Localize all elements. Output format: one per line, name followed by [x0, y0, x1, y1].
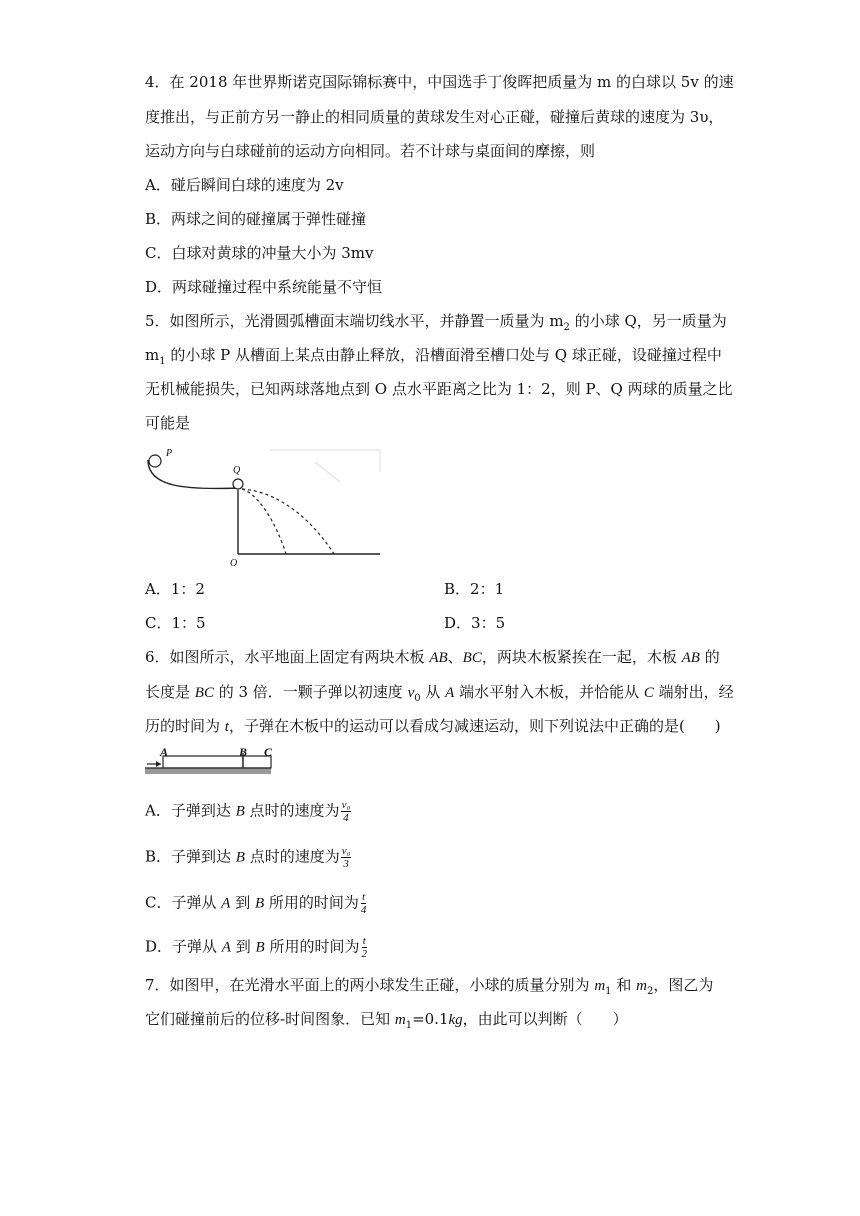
- q6-opt-text: 所用的时间为: [264, 893, 359, 912]
- fraction-denominator: 4: [343, 812, 349, 824]
- q7-text: 它们碰撞前后的位移-时间图象．已知: [145, 1010, 395, 1028]
- q4-option-d: D．两球碰撞过程中系统能量不守恒: [145, 278, 383, 296]
- q6-opt-text: 点时的速度为: [244, 801, 340, 820]
- fraction-denominator: 3: [343, 858, 349, 870]
- bullet-arrowhead: [156, 761, 161, 767]
- q6-var: BC: [462, 650, 482, 666]
- fraction-numerator: t: [362, 935, 366, 947]
- q5-sub: 2: [563, 322, 570, 333]
- q6-option-b-fraction: [341, 845, 352, 870]
- q6-option-a-fraction: [341, 799, 352, 824]
- q6-text: 6．如图所示，水平地面上固定有两块木板: [145, 648, 430, 666]
- q6-text: 历的时间为: [145, 717, 225, 735]
- q6-var: C: [643, 685, 654, 701]
- q5-option-b: B．2：1: [444, 580, 505, 598]
- q6-figure-wood-boards: [143, 744, 273, 776]
- q7-text: 7．如图甲，在光滑水平面上的两小球发生正碰，小球的质量分别为: [145, 976, 595, 994]
- q7-unit: kg: [448, 1012, 463, 1028]
- fraction-numerator: v₀: [341, 845, 351, 857]
- q6-option-c: [145, 891, 725, 916]
- q4-stem-line-2: 度推出，与正前方另一静止的相同质量的黄球发生对心正碰，碰撞后黄球的速度为 3υ，: [145, 108, 724, 126]
- q6-stem-line-1: [145, 647, 725, 668]
- fraction-denominator: 2: [361, 948, 367, 960]
- q6-var: AB: [681, 650, 700, 666]
- q6-opt-text: A．子弹到达: [145, 801, 236, 820]
- q6-opt-text: B．子弹到达: [145, 847, 236, 866]
- q6-opt-var: B: [254, 895, 265, 912]
- q5-option-a: A．1：2: [145, 580, 205, 598]
- q7-text: ，由此可以判断（ ）: [462, 1010, 628, 1028]
- q6-opt-text: 点时的速度为: [244, 847, 340, 866]
- fraction-denominator: 4: [360, 904, 367, 916]
- q6-option-c-fraction: [360, 891, 368, 916]
- q6-text: 长度是: [145, 683, 195, 701]
- q5-sub: 1: [159, 356, 166, 367]
- q7-text: ，图乙为: [653, 976, 714, 994]
- q6-opt-text: 到: [230, 937, 256, 956]
- q6-var: v: [407, 685, 415, 701]
- arc-trough-surface: [148, 460, 238, 488]
- q6-option-d-fraction: [360, 935, 368, 960]
- q5-text: m: [145, 346, 160, 364]
- q5-text: 的小球 Q，另一质量为: [569, 312, 727, 330]
- q7-sub: 1: [605, 986, 612, 997]
- q7-var: m: [636, 978, 647, 994]
- q6-opt-text: 所用的时间为: [264, 937, 360, 956]
- q6-opt-var: B: [235, 849, 245, 866]
- q6-text: 从: [420, 683, 446, 701]
- q6-text: 、: [447, 648, 463, 666]
- trajectory-q: [242, 489, 334, 554]
- q7-text: =0.1: [412, 1010, 449, 1028]
- faint-scan-marks: [270, 450, 380, 482]
- ball-q: [233, 479, 243, 489]
- q6-text: ，两块木板紧挨在一起，木板: [481, 648, 682, 666]
- q4-option-b: B．两球之间的碰撞属于弹性碰撞: [145, 210, 367, 228]
- q4-option-a: A．碰后瞬间白球的速度为 2v: [145, 176, 344, 194]
- label-b: B: [239, 745, 248, 759]
- label-c: C: [264, 745, 273, 759]
- q6-option-b: [145, 845, 725, 870]
- q5-text: 5．如图所示，光滑圆弧槽面末端切线水平，并静置一质量为 m: [145, 312, 564, 330]
- q6-opt-var: A: [221, 895, 231, 912]
- q6-text: 端水平射入木板，并恰能从: [454, 683, 644, 701]
- q6-var: BC: [194, 685, 214, 701]
- q7-sub: 1: [405, 1020, 413, 1031]
- q6-opt-text: D．子弹从: [145, 937, 222, 956]
- q5-stem-line-4: 可能是: [145, 414, 191, 432]
- q6-opt-text: 到: [230, 893, 255, 912]
- q5-figure-arc-trough: [140, 442, 390, 572]
- q7-var: m: [594, 978, 606, 994]
- fraction-numerator: v₀: [341, 799, 351, 811]
- q6-text: 的: [699, 648, 720, 666]
- q6-text: 端射出，经: [653, 683, 734, 701]
- q5-text: 的小球 P 从槽面上某点由静止释放，沿槽面滑至槽口处与 Q 球正碰，设碰撞过程中: [165, 346, 722, 364]
- q7-text: 和: [611, 976, 637, 994]
- q6-var: t: [224, 719, 229, 735]
- board-ab: [163, 756, 243, 768]
- q6-option-d: [145, 935, 725, 960]
- label-a: A: [160, 745, 169, 759]
- q6-sub: 0: [414, 693, 421, 704]
- q6-opt-var: B: [255, 939, 265, 956]
- q7-stem-line-1: [145, 975, 725, 1002]
- q5-option-d: D．3：5: [444, 614, 506, 632]
- trajectory-p: [242, 489, 286, 554]
- q5-stem-line-1: [145, 311, 725, 338]
- q6-opt-text: C．子弹从: [145, 893, 222, 912]
- q6-var: AB: [429, 650, 448, 666]
- q6-text: 的 3 倍．一颗子弹以初速度: [213, 683, 408, 701]
- q6-stem-line-3: [145, 716, 725, 737]
- q6-text: ，子弹在木板中的运动可以看成匀减速运动，则下列说法中正确的是( ): [228, 717, 721, 735]
- ground-hatch: [145, 768, 271, 774]
- q6-var: A: [445, 685, 455, 701]
- q4-stem-line-1: 4．在 2018 年世界斯诺克国际锦标赛中，中国选手丁俊晖把质量为 m 的白球以 5v 的速: [145, 73, 734, 91]
- label-p: P: [166, 448, 173, 459]
- q4-stem-line-3: 运动方向与白球碰前的运动方向相同。若不计球与桌面间的摩擦，则: [145, 142, 596, 160]
- q7-var: m: [394, 1012, 406, 1028]
- label-q: Q: [233, 465, 241, 476]
- q5-stem-line-2: [145, 345, 725, 372]
- q6-opt-var: A: [221, 939, 231, 956]
- q6-stem-line-2: [145, 682, 734, 709]
- q5-option-c: C．1：5: [145, 614, 206, 632]
- q7-sub: 2: [646, 986, 654, 997]
- q6-opt-var: B: [235, 803, 245, 820]
- q7-stem-line-2: [145, 1009, 725, 1036]
- q6-option-a: [145, 799, 725, 824]
- ball-p: [149, 455, 161, 467]
- label-o: O: [230, 558, 238, 569]
- fraction-numerator: t: [362, 891, 366, 903]
- q4-option-c: C．白球对黄球的冲量大小为 3mv: [145, 244, 374, 262]
- q5-stem-line-3: 无机械能损失，已知两球落地点到 O 点水平距离之比为 1：2，则 P、Q 两球的质量之比: [145, 380, 733, 398]
